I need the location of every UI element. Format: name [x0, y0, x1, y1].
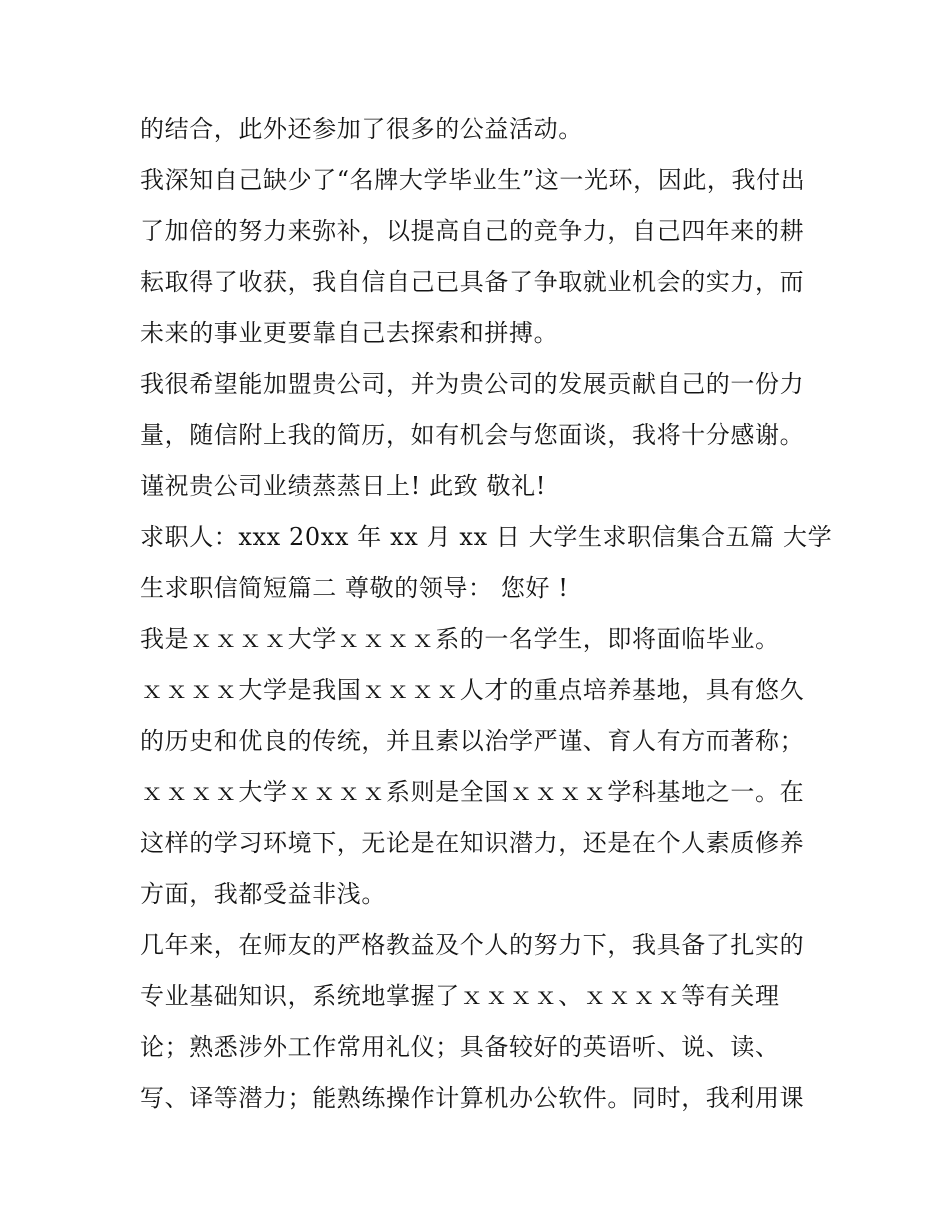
text-line: 量，随信附上我的简历，如有机会与您面谈，我将十分感谢。 — [140, 421, 805, 449]
text-line: ｘｘｘｘ大学是我国ｘｘｘｘ人才的重点培养基地，具有悠久 — [140, 676, 805, 704]
text-line: 生求职信简短篇二 尊敬的领导： 您好 ! — [140, 574, 569, 602]
text-line: 方面，我都受益非浅。 — [140, 880, 386, 908]
text-line: 了加倍的努力来弥补，以提高自己的竞争力，自己四年来的耕 — [140, 217, 805, 245]
text-line: 我是ｘｘｘｘ大学ｘｘｘｘ系的一名学生，即将面临毕业。 — [140, 625, 780, 653]
text-line: 求职人：xxx 20xx 年 xx 月 xx 日 大学生求职信集合五篇 大学 — [140, 523, 833, 551]
text-line: 未来的事业更要靠自己去探索和拼搏。 — [140, 319, 559, 347]
text-line: 的结合，此外还参加了很多的公益活动。 — [140, 115, 583, 143]
text-line: 这样的学习环境下，无论是在知识潜力，还是在个人素质修养 — [140, 829, 805, 857]
text-line: ｘｘｘｘ大学ｘｘｘｘ系则是全国ｘｘｘｘ学科基地之一。在 — [140, 778, 805, 806]
text-line: 论；熟悉涉外工作常用礼仪；具备较好的英语听、说、读、 — [140, 1033, 780, 1061]
document-body — [140, 104, 833, 1124]
text-line: 我很希望能加盟贵公司，并为贵公司的发展贡献自己的一份力 — [140, 370, 805, 398]
text-line: 几年来，在师友的严格教益及个人的努力下，我具备了扎实的 — [140, 931, 805, 959]
text-line: 谨祝贵公司业绩蒸蒸日上! 此致 敬礼! — [140, 472, 546, 500]
text-line: 的历史和优良的传统，并且素以治学严谨、育人有方而著称； — [140, 727, 805, 755]
text-line: 耘取得了收获，我自信自己已具备了争取就业机会的实力，而 — [140, 268, 805, 296]
text-line: 专业基础知识，系统地掌握了ｘｘｘｘ、ｘｘｘｘ等有关理 — [140, 982, 780, 1010]
text-line: 写、译等潜力；能熟练操作计算机办公软件。同时，我利用课 — [140, 1084, 805, 1112]
text-line: 我深知自己缺少了“名牌大学毕业生”这一光环，因此，我付出 — [140, 166, 806, 194]
